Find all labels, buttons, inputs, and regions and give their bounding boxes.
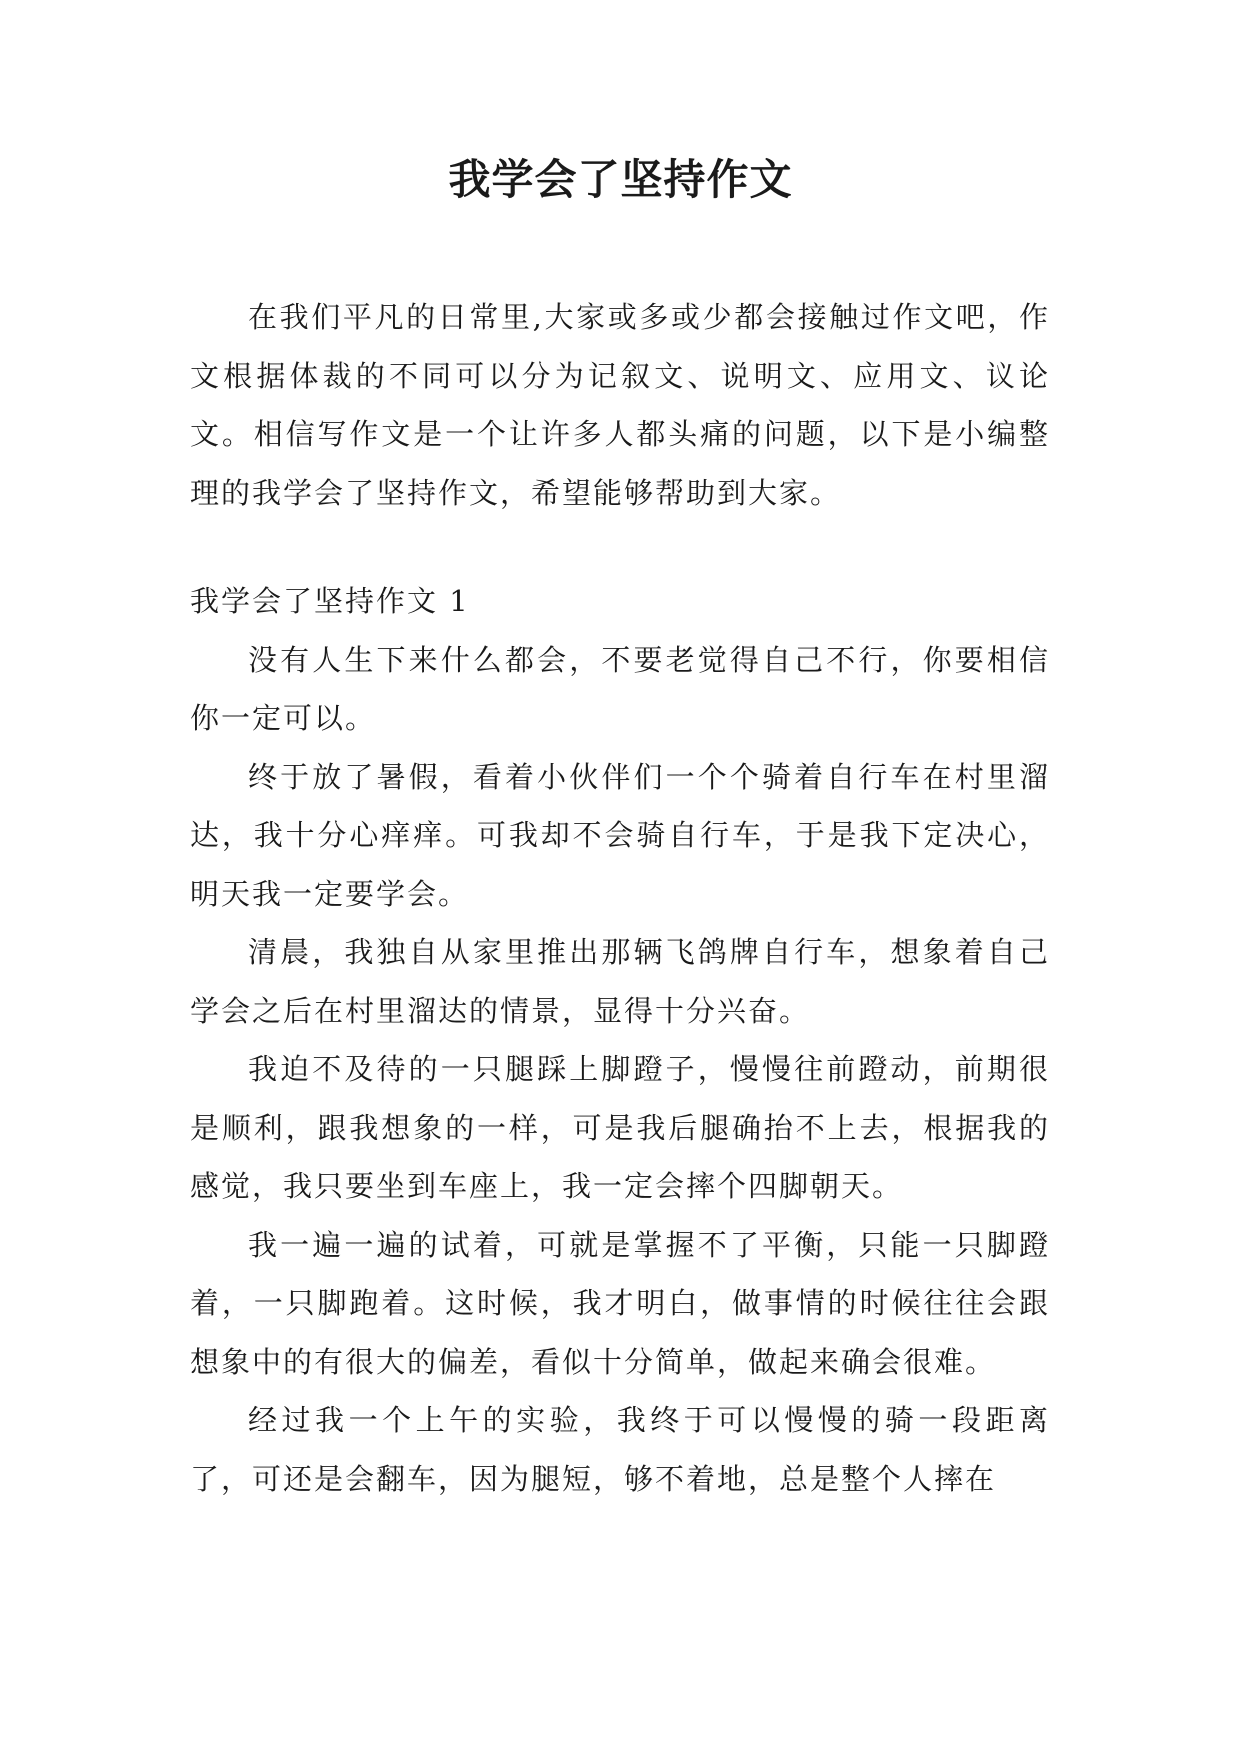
body-paragraph: 清晨，我独自从家里推出那辆飞鸽牌自行车，想象着自己学会之后在村里溜达的情景，显得十分兴奋。 (190, 935, 1050, 1028)
body-paragraph: 没有人生下来什么都会，不要老觉得自己不行，你要相信你一定可以。 (190, 642, 1050, 735)
intro-paragraph: 在我们平凡的日常里,大家或多或少都会接触过作文吧，作文根据体裁的不同可以分为记叙文、说明文、应用文、议论文。相信写作文是一个让许多人都头痛的问题，以下是小编整理的我学会了坚持作文，希望能够帮助到大家。 (190, 300, 1050, 510)
document-title: 我学会了坚持作文 (448, 155, 793, 204)
body-paragraph: 我迫不及待的一只腿踩上脚蹬子，慢慢往前蹬动，前期很是顺利，跟我想象的一样，可是我后腿确抬不上去，根据我的感觉，我只要坐到车座上，我一定会摔个四脚朝天。 (190, 1052, 1050, 1203)
section-heading: 我学会了坚持作文 1 (190, 584, 470, 618)
body-paragraph: 我一遍一遍的试着，可就是掌握不了平衡，只能一只脚蹬着，一只脚跑着。这时候，我才明白，做事情的时候往往会跟想象中的有很大的偏差，看似十分简单，做起来确会很难。 (190, 1227, 1050, 1379)
body-paragraph: 终于放了暑假，看着小伙伴们一个个骑着自行车在村里溜达，我十分心痒痒。可我却不会骑自行车，于是我下定决心，明天我一定要学会。 (190, 759, 1050, 911)
document-body (190, 288, 1050, 1508)
body-paragraph: 经过我一个上午的实验，我终于可以慢慢的骑一段距离了，可还是会翻车，因为腿短，够不着地，总是整个人摔在 (190, 1403, 1050, 1496)
